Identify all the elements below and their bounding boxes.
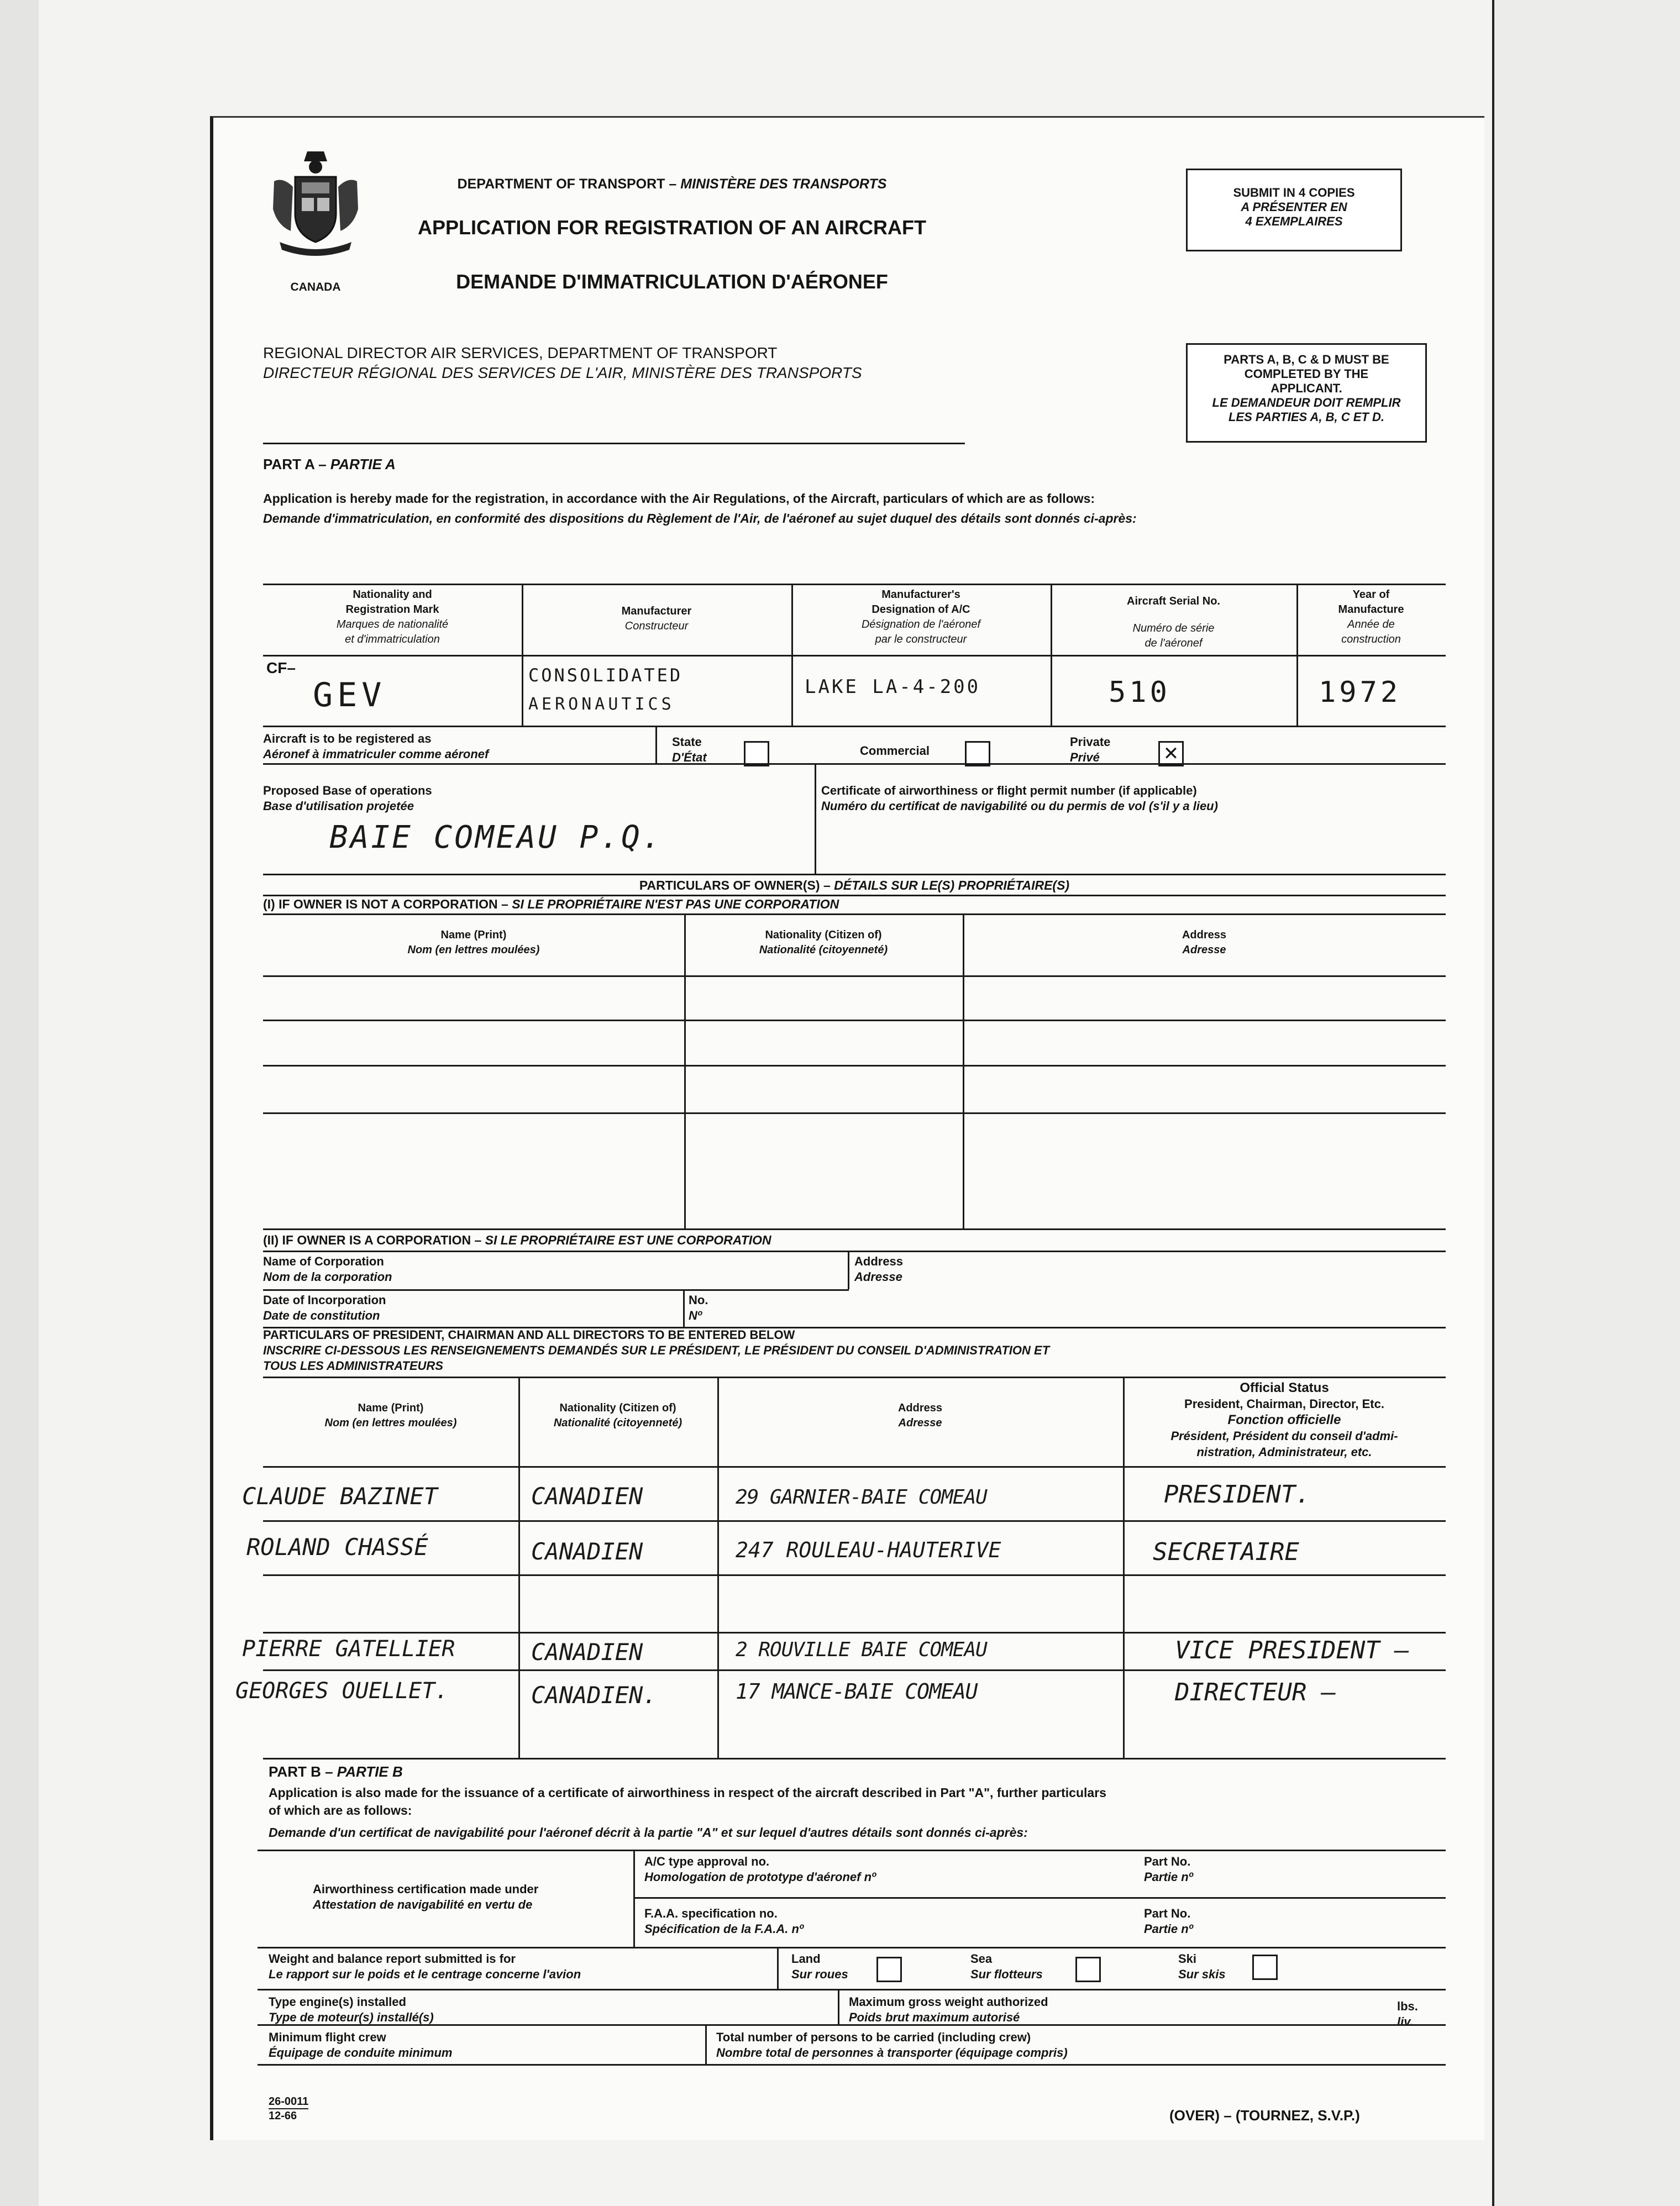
corp-heading-bottom	[263, 1251, 1446, 1252]
parts-note-line-2: COMPLETED BY THE	[1244, 367, 1369, 381]
wb-fr: Le rapport sur le poids et le centrage concerne l'avion	[269, 1967, 581, 1981]
status-en1: Official Status	[1240, 1380, 1329, 1395]
engine-label	[269, 1994, 434, 2025]
col-year-fr1: Année de	[1347, 618, 1395, 631]
regional-address-line	[263, 443, 965, 444]
parts-note-line-5: LES PARTIES A, B, C ET D.	[1229, 410, 1384, 424]
inc-no-fr: Nº	[689, 1309, 702, 1322]
owners-row-4	[263, 1112, 1446, 1114]
director-1-name[interactable]: CLAUDE BAZINET	[242, 1483, 438, 1510]
mgw-label	[849, 1994, 1048, 2025]
aircraft-table-top	[263, 584, 1446, 585]
director-3-address[interactable]: 2 ROUVILLE BAIE COMEAU	[736, 1638, 987, 1661]
parts-note-line-1: PARTS A, B, C & D MUST BE	[1224, 353, 1389, 366]
directors-col-div-1	[518, 1377, 520, 1758]
part-a-title: PART A	[263, 456, 314, 472]
registered-as-bottom	[263, 763, 1446, 765]
persons-fr: Nombre total de personnes à transporter (équipage compris)	[716, 2046, 1068, 2060]
scan-margin-left	[0, 0, 39, 2206]
director-3-nationality[interactable]: CANADIEN	[531, 1638, 643, 1666]
private-en: Private	[1070, 735, 1111, 749]
corp-en: (II) IF OWNER IS A CORPORATION	[263, 1233, 471, 1247]
state-en: State	[672, 735, 702, 749]
corp-name-en: Name of Corporation	[263, 1254, 384, 1268]
engine-bottom	[258, 2024, 1446, 2026]
director-1-address[interactable]: 29 GARNIER-BAIE COMEAU	[736, 1486, 987, 1509]
col-serial-en: Aircraft Serial No.	[1127, 595, 1220, 607]
corp-fr: SI LE PROPRIÉTAIRE EST UNE CORPORATION	[485, 1233, 771, 1247]
land-checkbox[interactable]	[876, 1957, 902, 1982]
department-en: DEPARTMENT OF TRANSPORT	[457, 176, 665, 192]
col-mfr-en: Manufacturer	[621, 605, 692, 617]
submit-copies-fr1: A PRÉSENTER EN	[1241, 200, 1347, 214]
form-date-value: 12-66	[269, 2110, 297, 2122]
state-label	[672, 734, 707, 765]
part-a-title-fr: PARTIE A	[330, 456, 396, 472]
sea-fr: Sur flotteurs	[970, 1967, 1043, 1981]
base-value[interactable]: BAIE COMEAU P.Q.	[329, 820, 663, 855]
coat-of-arms-icon	[263, 148, 368, 264]
commercial-label: Commercial	[860, 744, 930, 758]
corp-addr-fr: Adresse	[854, 1270, 902, 1284]
private-fr: Privé	[1070, 750, 1100, 764]
director-addr-fr: Adresse	[898, 1417, 942, 1429]
part-no-en-1: Part No.	[1144, 1855, 1191, 1868]
ski-checkbox[interactable]	[1252, 1955, 1278, 1980]
col-header-manufacturer	[522, 604, 791, 634]
part-b-heading: PART B – PARTIE B	[269, 1763, 403, 1780]
directors-header-bottom	[263, 1466, 1446, 1468]
directors-heading-fr2: TOUS LES ADMINISTRATEURS	[263, 1359, 443, 1373]
not-corp-en: (I) IF OWNER IS NOT A CORPORATION	[263, 897, 498, 911]
crew-en: Minimum flight crew	[269, 2030, 386, 2044]
faa-label	[644, 1906, 804, 1937]
director-2-address[interactable]: 247 ROULEAU-HAUTERIVE	[736, 1538, 1001, 1562]
type-approval-bottom	[633, 1897, 1446, 1899]
directors-table-bottom	[263, 1758, 1446, 1759]
regional-director-fr: DIRECTEUR RÉGIONAL DES SERVICES DE L'AIR, MINISTÈRE DES TRANSPORTS	[263, 364, 862, 381]
base-label	[263, 783, 432, 814]
lbs-en: lbs.	[1397, 1999, 1418, 2013]
country-label: CANADA	[290, 281, 341, 293]
col-reg-fr1: Marques de nationalité	[336, 618, 449, 631]
inc-en: Date of Incorporation	[263, 1293, 386, 1307]
crew-label	[269, 2030, 452, 2061]
owners-heading-fr: DÉTAILS SUR LE(S) PROPRIÉTAIRE(S)	[834, 878, 1070, 892]
type-approval-label	[644, 1854, 876, 1885]
status-en2: President, Chairman, Director, Etc.	[1184, 1397, 1384, 1411]
col-year-en1: Year of	[1352, 589, 1390, 601]
part-no-label-2	[1144, 1906, 1193, 1937]
cert-under-fr: Attestation de navigabilité en vertu de	[313, 1898, 533, 1911]
director-4-name[interactable]: GEORGES OUELLET.	[235, 1678, 449, 1704]
col-year-fr2: construction	[1341, 633, 1401, 645]
director-address-header	[717, 1401, 1123, 1431]
col-des-fr2: par le constructeur	[875, 633, 967, 645]
part-a-intro-fr: Demande d'immatriculation, en conformité des dispositions du Règlement de l'Air, de l'aéronef au sujet duquel des détails sont donnés ci-après:	[263, 511, 1137, 526]
owners-col-div-1	[684, 913, 686, 1228]
directors-heading-en: PARTICULARS OF PRESIDENT, CHAIRMAN AND ALL DIRECTORS TO BE ENTERED BELOW	[263, 1328, 795, 1342]
cert-under-en: Airworthiness certification made under	[313, 1882, 539, 1896]
owners-heading: PARTICULARS OF OWNER(S) – DÉTAILS SUR LE(S) PROPRIÉTAIRE(S)	[639, 878, 1070, 892]
registered-as-label	[263, 731, 489, 762]
status-fr3: nistration, Administrateur, etc.	[1196, 1445, 1372, 1459]
turn-over-note: (OVER) – (TOURNEZ, S.V.P.)	[1169, 2107, 1360, 2124]
type-approval-fr: Homologation de prototype d'aéronef nº	[644, 1870, 876, 1884]
part-a-heading: PART A – PARTIE A	[263, 456, 396, 472]
owner-addr-en: Address	[1182, 929, 1227, 941]
owner-address-header	[963, 928, 1446, 958]
part-no-label-1	[1144, 1854, 1193, 1885]
part-b-intro-fr: Demande d'un certificat de navigabilité pour l'aéronef décrit à la partie "A" et sur lequel d'autres détails sont donnés ci-après:	[269, 1825, 1028, 1840]
director-nat-en: Nationality (Citizen of)	[559, 1402, 676, 1414]
col-des-en2: Designation of A/C	[872, 603, 970, 616]
col-mfr-fr: Constructeur	[624, 620, 689, 632]
inc-fr: Date de constitution	[263, 1309, 380, 1322]
liv-fr: liv.	[1397, 2015, 1414, 2029]
col-reg-fr2: et d'immatriculation	[345, 633, 440, 645]
submit-copies-fr2: 4 EXEMPLAIRES	[1245, 214, 1343, 228]
director-3-name[interactable]: PIERRE GATELLIER	[242, 1636, 455, 1662]
mgw-fr: Poids brut maximum autorisé	[849, 2010, 1020, 2024]
director-row-3-line	[263, 1632, 1446, 1634]
form-title-en: APPLICATION FOR REGISTRATION OF AN AIRCRAFT	[418, 216, 926, 239]
corp-name-label	[263, 1254, 392, 1285]
base-bottom	[263, 874, 1446, 875]
engine-fr: Type de moteur(s) installé(s)	[269, 2010, 434, 2024]
director-4-nationality[interactable]: CANADIEN.	[531, 1682, 657, 1709]
form-number	[269, 2095, 308, 2123]
director-status-header	[1123, 1380, 1446, 1460]
directors-heading-fr1: INSCRIRE CI-DESSOUS LES RENSEIGNEMENTS DEMANDÉS SUR LE PRÉSIDENT, LE PRÉSIDENT DU CONSEIL D'ADMINISTRATION ET	[263, 1343, 1050, 1357]
aircraft-table-header-bottom	[263, 655, 1446, 656]
parts-note-line-3: APPLICANT.	[1271, 381, 1342, 395]
faa-en: F.A.A. specification no.	[644, 1906, 778, 1920]
part-no-fr-2: Partie nº	[1144, 1922, 1193, 1936]
part-b-title: PART B	[269, 1763, 321, 1780]
owner-name-fr: Nom (en lettres moulées)	[407, 944, 540, 956]
land-label	[791, 1951, 848, 1982]
inc-divider	[683, 1289, 685, 1327]
col-year-en2: Manufacture	[1338, 603, 1404, 616]
part-b-title-fr: PARTIE B	[337, 1763, 403, 1780]
owner-nat-fr: Nationalité (citoyenneté)	[759, 944, 888, 956]
aircraft-table-bottom	[263, 726, 1446, 727]
persons-en: Total number of persons to be carried (including crew)	[716, 2030, 1031, 2044]
director-2-nationality[interactable]: CANADIEN	[531, 1538, 643, 1565]
not-corporation-heading: (I) IF OWNER IS NOT A CORPORATION – SI LE PROPRIÉTAIRE N'EST PAS UNE CORPORATION	[263, 897, 839, 911]
corp-name-divider	[848, 1251, 849, 1289]
base-divider	[815, 763, 816, 874]
owners-col-div-2	[963, 913, 964, 1228]
sea-checkbox[interactable]	[1075, 1957, 1101, 1982]
crew-fr: Équipage de conduite minimum	[269, 2046, 453, 2060]
ski-en: Ski	[1178, 1952, 1197, 1966]
manufacturer-value-1[interactable]: CONSOLIDATED	[528, 665, 683, 686]
cert-label	[821, 783, 1218, 814]
cert-en: Certificate of airworthiness or flight permit number (if applicable)	[821, 784, 1197, 797]
incorporation-label	[263, 1293, 386, 1323]
type-approval-en: A/C type approval no.	[644, 1855, 770, 1868]
cert-under-label	[313, 1882, 538, 1913]
owners-row-5	[263, 1228, 1446, 1230]
scan-margin-right	[1492, 0, 1680, 2206]
owner-name-header	[263, 928, 684, 958]
col-header-year	[1296, 587, 1446, 647]
engine-en: Type engine(s) installed	[269, 1995, 406, 2009]
registration-form	[210, 116, 1484, 2140]
owners-row-3	[263, 1065, 1446, 1067]
owner-name-en: Name (Print)	[440, 929, 507, 941]
col-des-en1: Manufacturer's	[881, 589, 960, 601]
ski-label	[1178, 1951, 1226, 1982]
not-corp-fr: SI LE PROPRIÉTAIRE N'EST PAS UNE CORPORATION	[512, 897, 839, 911]
director-name-en: Name (Print)	[358, 1402, 424, 1414]
owner-addr-fr: Adresse	[1182, 944, 1226, 956]
corp-address-label	[854, 1254, 903, 1285]
designation-value[interactable]: LAKE LA-4-200	[805, 676, 981, 698]
director-3-status[interactable]: VICE PRESIDENT –	[1175, 1636, 1409, 1664]
form-number-value: 26-0011	[269, 2095, 308, 2109]
col-serial-fr1: Numéro de série	[1132, 622, 1215, 634]
department-fr: MINISTÈRE DES TRANSPORTS	[680, 176, 887, 192]
base-en: Proposed Base of operations	[263, 784, 432, 797]
sea-en: Sea	[970, 1952, 993, 1966]
owners-row-1	[263, 975, 1446, 977]
parts-required-note	[1186, 343, 1427, 443]
directors-col-div-2	[717, 1377, 719, 1758]
col-header-designation	[791, 587, 1051, 647]
wb-divider	[777, 1947, 779, 1989]
col-serial-fr2: de l'aéronef	[1144, 637, 1203, 649]
director-2-status[interactable]: SECRETAIRE	[1153, 1538, 1299, 1566]
col-header-registration-mark	[263, 587, 522, 647]
state-fr: D'État	[672, 750, 707, 764]
director-name-header	[263, 1401, 518, 1431]
wb-bottom	[258, 1989, 1446, 1990]
director-4-address[interactable]: 17 MANCE-BAIE COMEAU	[736, 1679, 978, 1704]
crew-bottom	[258, 2064, 1446, 2066]
regional-director-en: REGIONAL DIRECTOR AIR SERVICES, DEPARTMENT OF TRANSPORT	[263, 344, 778, 361]
reg-prefix: CF–	[266, 659, 296, 676]
director-1-status[interactable]: PRESIDENT.	[1164, 1480, 1310, 1509]
weight-balance-label	[269, 1951, 581, 1982]
status-fr1: Fonction officielle	[1227, 1412, 1341, 1427]
registered-as-divider	[655, 726, 657, 763]
director-nationality-header	[518, 1401, 717, 1431]
reg-mark-value[interactable]: GEV	[313, 676, 386, 715]
col-header-serial	[1051, 594, 1296, 651]
part-no-fr-1: Partie nº	[1144, 1870, 1193, 1884]
wb-en: Weight and balance report submitted is for	[269, 1952, 516, 1966]
form-title-fr: DEMANDE D'IMMATRICULATION D'AÉRONEF	[456, 270, 888, 293]
director-addr-en: Address	[897, 1402, 943, 1414]
land-fr: Sur roues	[791, 1967, 848, 1981]
private-check-mark: ✕	[1163, 743, 1179, 764]
engine-divider	[838, 1989, 839, 2024]
director-4-status[interactable]: DIRECTEUR –	[1175, 1678, 1336, 1706]
mgw-en: Maximum gross weight authorized	[849, 1995, 1048, 2009]
faa-fr: Spécification de la F.A.A. nº	[644, 1922, 804, 1936]
not-corp-heading-bottom	[263, 913, 1446, 915]
owners-row-2	[263, 1020, 1446, 1021]
department-line: DEPARTMENT OF TRANSPORT – MINISTÈRE DES TRANSPORTS	[457, 176, 887, 192]
owner-nat-en: Nationality (Citizen of)	[765, 929, 882, 941]
director-name-fr: Nom (en lettres moulées)	[324, 1417, 457, 1429]
cert-fr: Numéro du certificat de navigabilité ou du permis de vol (s'il y a lieu)	[821, 799, 1218, 813]
sea-label	[970, 1951, 1043, 1982]
part-b-table-top	[258, 1850, 1446, 1851]
private-label	[1070, 734, 1110, 765]
col-des-fr1: Désignation de l'aéronef	[861, 618, 981, 631]
serial-value[interactable]: 510	[1109, 676, 1170, 709]
director-2-name[interactable]: ROLAND CHASSÉ	[246, 1533, 428, 1561]
director-row-2-line	[263, 1574, 1446, 1576]
part-b-intro-en2: of which are as follows:	[269, 1803, 412, 1818]
ski-fr: Sur skis	[1178, 1967, 1226, 1981]
col-reg-en2: Registration Mark	[345, 603, 439, 616]
inc-number-label	[689, 1293, 708, 1323]
part-no-en-2: Part No.	[1144, 1906, 1191, 1920]
year-value[interactable]: 1972	[1319, 676, 1401, 709]
persons-label	[716, 2030, 1068, 2061]
corporation-heading: (II) IF OWNER IS A CORPORATION – SI LE PROPRIÉTAIRE EST UNE CORPORATION	[263, 1233, 771, 1247]
parts-note-line-4: LE DEMANDEUR DOIT REMPLIR	[1212, 396, 1401, 409]
land-en: Land	[791, 1952, 821, 1966]
inc-no-en: No.	[689, 1293, 708, 1307]
faa-bottom	[258, 1947, 1446, 1948]
corp-addr-en: Address	[854, 1254, 904, 1268]
status-fr2: Président, Président du conseil d'admi-	[1170, 1429, 1398, 1443]
owner-nationality-header	[684, 928, 963, 958]
owners-heading-en: PARTICULARS OF OWNER(S)	[639, 878, 820, 892]
submit-copies-en: SUBMIT IN 4 COPIES	[1233, 186, 1355, 199]
directors-heading-bottom	[263, 1377, 1446, 1378]
col-reg-en1: Nationality and	[353, 589, 432, 601]
base-fr: Base d'utilisation projetée	[263, 799, 414, 813]
submit-copies-box	[1186, 169, 1402, 251]
manufacturer-value-2[interactable]: AERONAUTICS	[528, 695, 675, 714]
director-1-nationality[interactable]: CANADIEN	[531, 1483, 643, 1510]
owners-heading-bottom	[263, 895, 1446, 896]
corp-name-fr: Nom de la corporation	[263, 1270, 392, 1284]
registered-as-fr: Aéronef à immatriculer comme aéronef	[263, 747, 489, 761]
director-nat-fr: Nationalité (citoyenneté)	[553, 1417, 683, 1429]
corp-name-bottom	[263, 1289, 849, 1291]
director-row-1-line	[263, 1520, 1446, 1522]
registered-as-en: Aircraft is to be registered as	[263, 732, 432, 745]
crew-divider	[705, 2024, 707, 2064]
part-b-intro-en1: Application is also made for the issuance of a certificate of airworthiness in respect of the aircraft described in Part "A", further particulars	[269, 1785, 1106, 1800]
director-row-4-line	[263, 1669, 1446, 1671]
part-a-intro-en: Application is hereby made for the registration, in accordance with the Air Regulations, of the Aircraft, particulars of which are as follows:	[263, 491, 1095, 506]
